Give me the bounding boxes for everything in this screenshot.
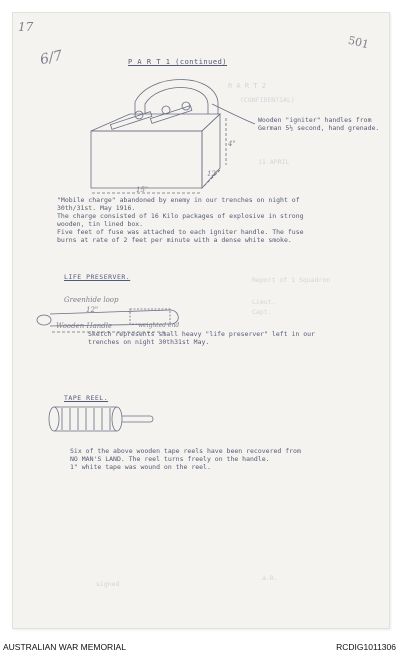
- label-weighted-end: weighted end: [138, 322, 180, 329]
- bleed-through-8: signed: [96, 580, 120, 588]
- life-preserver-note-line1: Sketch represents small heavy "life preserver" left in our: [88, 330, 315, 338]
- label-greenhide-loop: Greenhide loop: [64, 296, 119, 304]
- dim-depth: 12": [207, 170, 220, 178]
- mobile-charge-line-6: burns at rate of 2 feet per minute with a dense white smoke.: [57, 236, 292, 244]
- dim-height: 4": [228, 140, 236, 148]
- igniter-note-line1: Wooden "igniter" handles from: [258, 116, 372, 124]
- dim-width: 15": [136, 186, 149, 194]
- bleed-through-2: (CONFIDENTIAL): [240, 96, 295, 104]
- label-wooden-handle: Wooden Handle: [56, 322, 113, 330]
- tape-reel-sketch: [49, 407, 153, 431]
- label-dimension: 12": [86, 306, 99, 314]
- page-title: P A R T 1 (continued): [128, 58, 228, 66]
- mobile-charge-sketch: [91, 80, 255, 194]
- life-preserver-note-line2: trenches on night 30th31st May.: [88, 338, 210, 346]
- bleed-through-6: Capt.: [252, 308, 272, 316]
- footer-catalogue-id: RCDIG1011306: [336, 642, 396, 652]
- bleed-through-3: 11 APRIL: [258, 158, 290, 166]
- tape-reel-heading: TAPE REEL.: [64, 394, 109, 402]
- life-preserver-heading: LIFE PRESERVER.: [64, 273, 131, 281]
- footer-bar: [0, 640, 402, 654]
- mobile-charge-line-5: Five feet of fuse was attached to each igniter handle. The fuse: [57, 228, 304, 236]
- bleed-through-4: Report of 1 Squadron: [252, 276, 331, 284]
- pencil-reference: 6/7: [38, 47, 64, 69]
- footer-institution: AUSTRALIAN WAR MEMORIAL: [3, 642, 126, 652]
- mobile-charge-line-1: "Mobile charge" abandoned by enemy in our trenches on night of: [57, 196, 300, 204]
- bleed-through-1: R A R T 2: [228, 82, 266, 90]
- tape-reel-line-2: NO MAN'S LAND. The reel turns freely on the handle.: [70, 455, 270, 463]
- bleed-through-5: Lieut.: [252, 298, 276, 306]
- mobile-charge-line-3: The charge consisted of 16 Kilo packages of explosive in strong: [57, 212, 304, 220]
- igniter-note-line2: German 5½ second, hand grenade.: [258, 124, 380, 132]
- stamped-number: 501: [346, 33, 371, 52]
- handwritten-folio: 17: [18, 20, 34, 34]
- tape-reel-line-3: 1" white tape was wound on the reel.: [70, 463, 211, 471]
- mobile-charge-line-2: 30th/31st. May 1916.: [57, 204, 136, 212]
- bleed-through-7: a.B.: [262, 574, 278, 582]
- tape-reel-line-1: Six of the above wooden tape reels have been recovered from: [70, 447, 301, 455]
- mobile-charge-line-4: wooden, tin lined box.: [57, 220, 144, 228]
